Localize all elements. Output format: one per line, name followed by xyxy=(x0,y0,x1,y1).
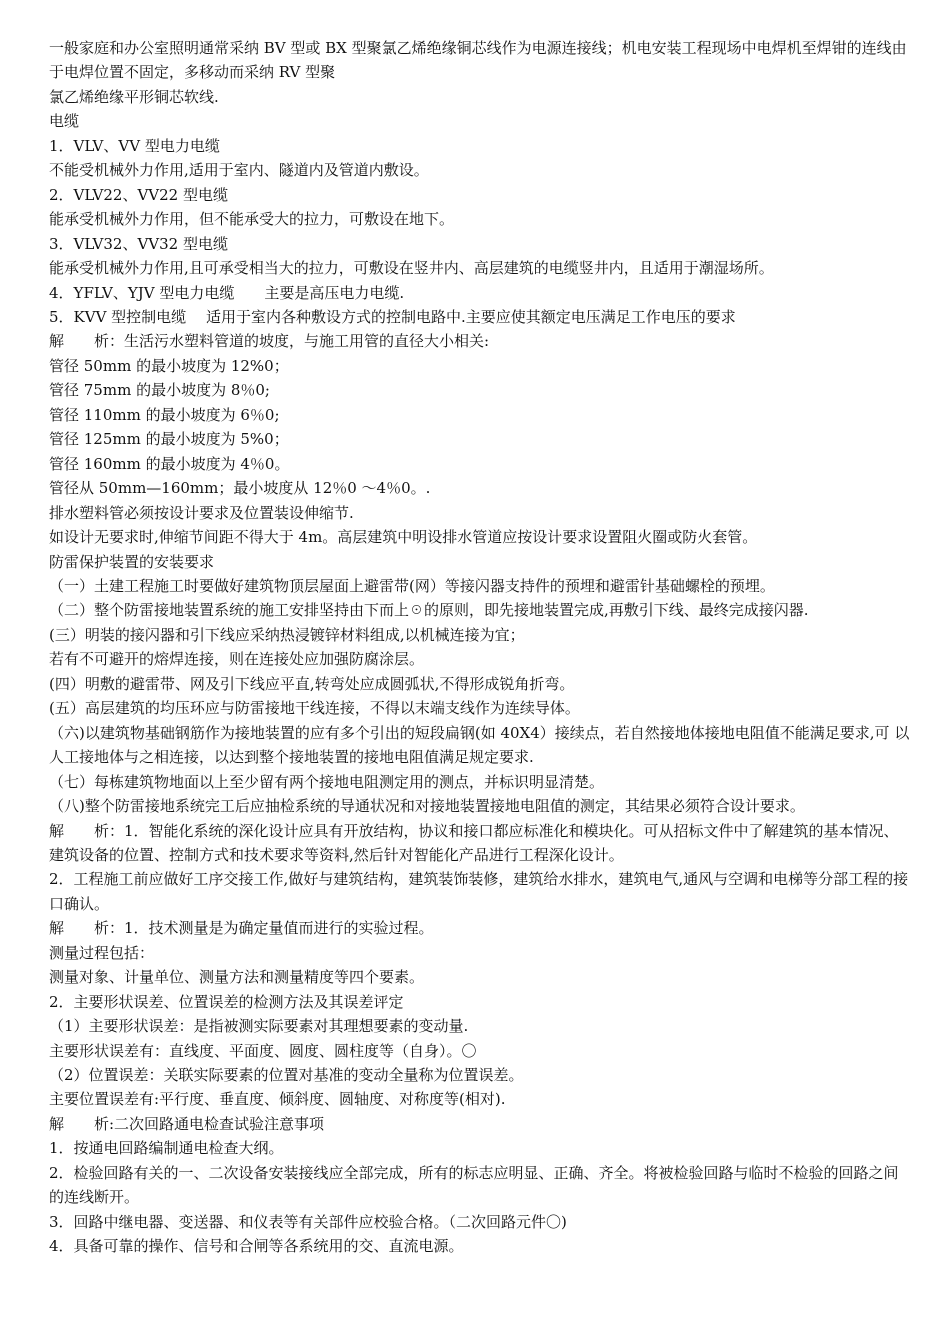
text-line: 3．回路中继电器、变送器、和仪表等有关部件应校验合格。（二次回路元件〇) xyxy=(49,1212,567,1231)
text-line: 1．按通电回路编制通电检查大纲。 xyxy=(49,1139,284,1158)
text-line: 测量对象、计量单位、测量方法和测量精度等四个要素。 xyxy=(49,968,425,987)
text-line: 4．具备可靠的操作、信号和合闸等各系统用的交、直流电源。 xyxy=(49,1237,464,1256)
text-line: 管径 125mm 的最小坡度为 5%0； xyxy=(49,430,289,449)
analysis-line: 解 析：生活污水塑料管道的坡度，与施工用管的直径大小相关: xyxy=(49,332,490,351)
text-line: 管径从 50mm—160mm；最小坡度从 12％0 ～4％0。. xyxy=(49,479,431,498)
text-line: 不能受机械外力作用,适用于室内、隧道内及管道内敷设。 xyxy=(49,161,429,180)
analysis-line: 解 析:二次回路通电检查试验注意事项 xyxy=(49,1114,325,1133)
section-heading: 电缆 xyxy=(49,112,80,131)
text-line: 主要位置误差有:平行度、垂直度、倾斜度、圆轴度、对称度等(相对). xyxy=(49,1090,506,1109)
analysis-line: 解 析：1．智能化系统的深化设计应具有开放结构，协议和接口都应标准化和模块化。可从招标文件中了解建筑的基本情况、建筑设备的位置、控制方式和技术要求等资料,然后针对智能化产品进行工程深化设计。 xyxy=(49,821,899,864)
text-line: （七）每栋建筑物地面以上至少留有两个接地电阻测定用的测点，并标识明显清楚。 xyxy=(49,772,605,791)
text-line: 2．检验回路有关的一、二次设备安装接线应全部完成，所有的标志应明显、正确、齐全。将被检验回路与临时不检验的回路之间的连线断开。 xyxy=(49,1163,899,1207)
analysis-line: 解 析：1．技术测量是为确定量值而进行的实验过程。 xyxy=(49,919,434,938)
text-line: 如设计无要求时,伸缩节间距不得大于 4m。高层建筑中明设排水管道应按设计要求设置阻火圈或防火套管。 xyxy=(49,528,758,547)
text-line: 1．VLV、VV 型电力电缆 xyxy=(49,136,220,155)
text-line: 主要形状误差有：直线度、平面度、圆度、圆柱度等（自身）。〇 xyxy=(49,1041,477,1060)
text-line: 排水塑料管必须按设计要求及位置装设伸缩节. xyxy=(49,503,354,522)
text-line: 测量过程包括： xyxy=(49,943,155,962)
text-line: (三）明装的接闪器和引下线应采纳热浸镀锌材料组成,以机械连接为宜； xyxy=(49,625,525,644)
text-line: （1）主要形状误差：是指被测实际要素对其理想要素的变动量. xyxy=(49,1017,469,1036)
text-line: 若有不可避开的熔焊连接，则在连接处应加强防腐涂层。 xyxy=(49,650,425,669)
text-line: 氯乙烯绝缘平形铜芯软线. xyxy=(49,87,219,106)
text-line: （2）位置误差：关联实际要素的位置对基准的变动全量称为位置误差。 xyxy=(49,1066,524,1085)
text-line: （一）土建工程施工时要做好建筑物顶层屋面上避雷带(网）等接闪器支持件的预埋和避雷针基础螺栓的预埋。 xyxy=(49,576,775,595)
text-line: 2．主要形状误差、位置误差的检测方法及其误差评定 xyxy=(49,992,404,1011)
text-line: 一般家庭和办公室照明通常采纳 BV 型或 BX 型聚氯乙烯绝缘铜芯线作为电源连接线；机电安装工程现场中电焊机至焊钳的连线由于电焊位置不固定，多移动而采纳 RV 型聚 xyxy=(49,39,907,82)
text-line: 管径 50mm 的最小坡度为 12%0； xyxy=(49,356,289,375)
text-line: 能承受机械外力作用，但不能承受大的拉力，可敷设在地下。 xyxy=(49,210,455,229)
text-line: （二）整个防雷接地装置系统的施工安排坚持由下而上☉的原则，即先接地装置完成,再敷引下线、最终完成接闪器. xyxy=(49,601,809,620)
text-line: 管径 110mm 的最小坡度为 6％0; xyxy=(49,405,280,424)
text-line: 能承受机械外力作用,且可承受相当大的拉力，可敷设在竖井内、高层建筑的电缆竖井内，且适用于潮湿场所。 xyxy=(49,259,774,278)
text-line: 2．工程施工前应做好工序交接工作,做好与建筑结构，建筑装饰装修，建筑给水排水，建筑电气,通风与空调和电梯等分部工程的接口确认。 xyxy=(49,870,909,913)
text-line: （八)整个防雷接地系统完工后应抽检系统的导通状况和对接地装置接地电阻值的测定，其结果必须符合设计要求。 xyxy=(49,797,805,816)
text-line: 3．VLV32、VV32 型电缆 xyxy=(49,234,228,253)
text-line: 4．YFLV、YJV 型电力电缆 主要是高压电力电缆. xyxy=(49,283,405,302)
text-line: (五）高层建筑的均压环应与防雷接地干线连接，不得以末端支线作为连续导体。 xyxy=(49,699,580,718)
text-line: （六)以建筑物基础钢筋作为接地装置的应有多个引出的短段扁钢(如 40X4）接续点，若自然接地体接地电阻值不能满足要求,可 以人工接地体与之相连接，以达到整个接地装置的接地电阻值满足规定要求. xyxy=(49,723,910,767)
text-line: 5．KVV 型控制电缆 适用于室内各种敷设方式的控制电路中.主要应使其额定电压满足工作电压的要求 xyxy=(49,307,736,326)
text-line: 2．VLV22、VV22 型电缆 xyxy=(49,185,228,204)
text-line: (四）明敷的避雷带、网及引下线应平直,转弯处应成圆弧状,不得形成锐角折弯。 xyxy=(49,674,575,693)
text-line: 管径 160mm 的最小坡度为 4％0。 xyxy=(49,454,290,473)
text-line: 管径 75mm 的最小坡度为 8％0; xyxy=(49,381,270,400)
section-heading: 防雷保护装置的安装要求 xyxy=(49,552,215,571)
